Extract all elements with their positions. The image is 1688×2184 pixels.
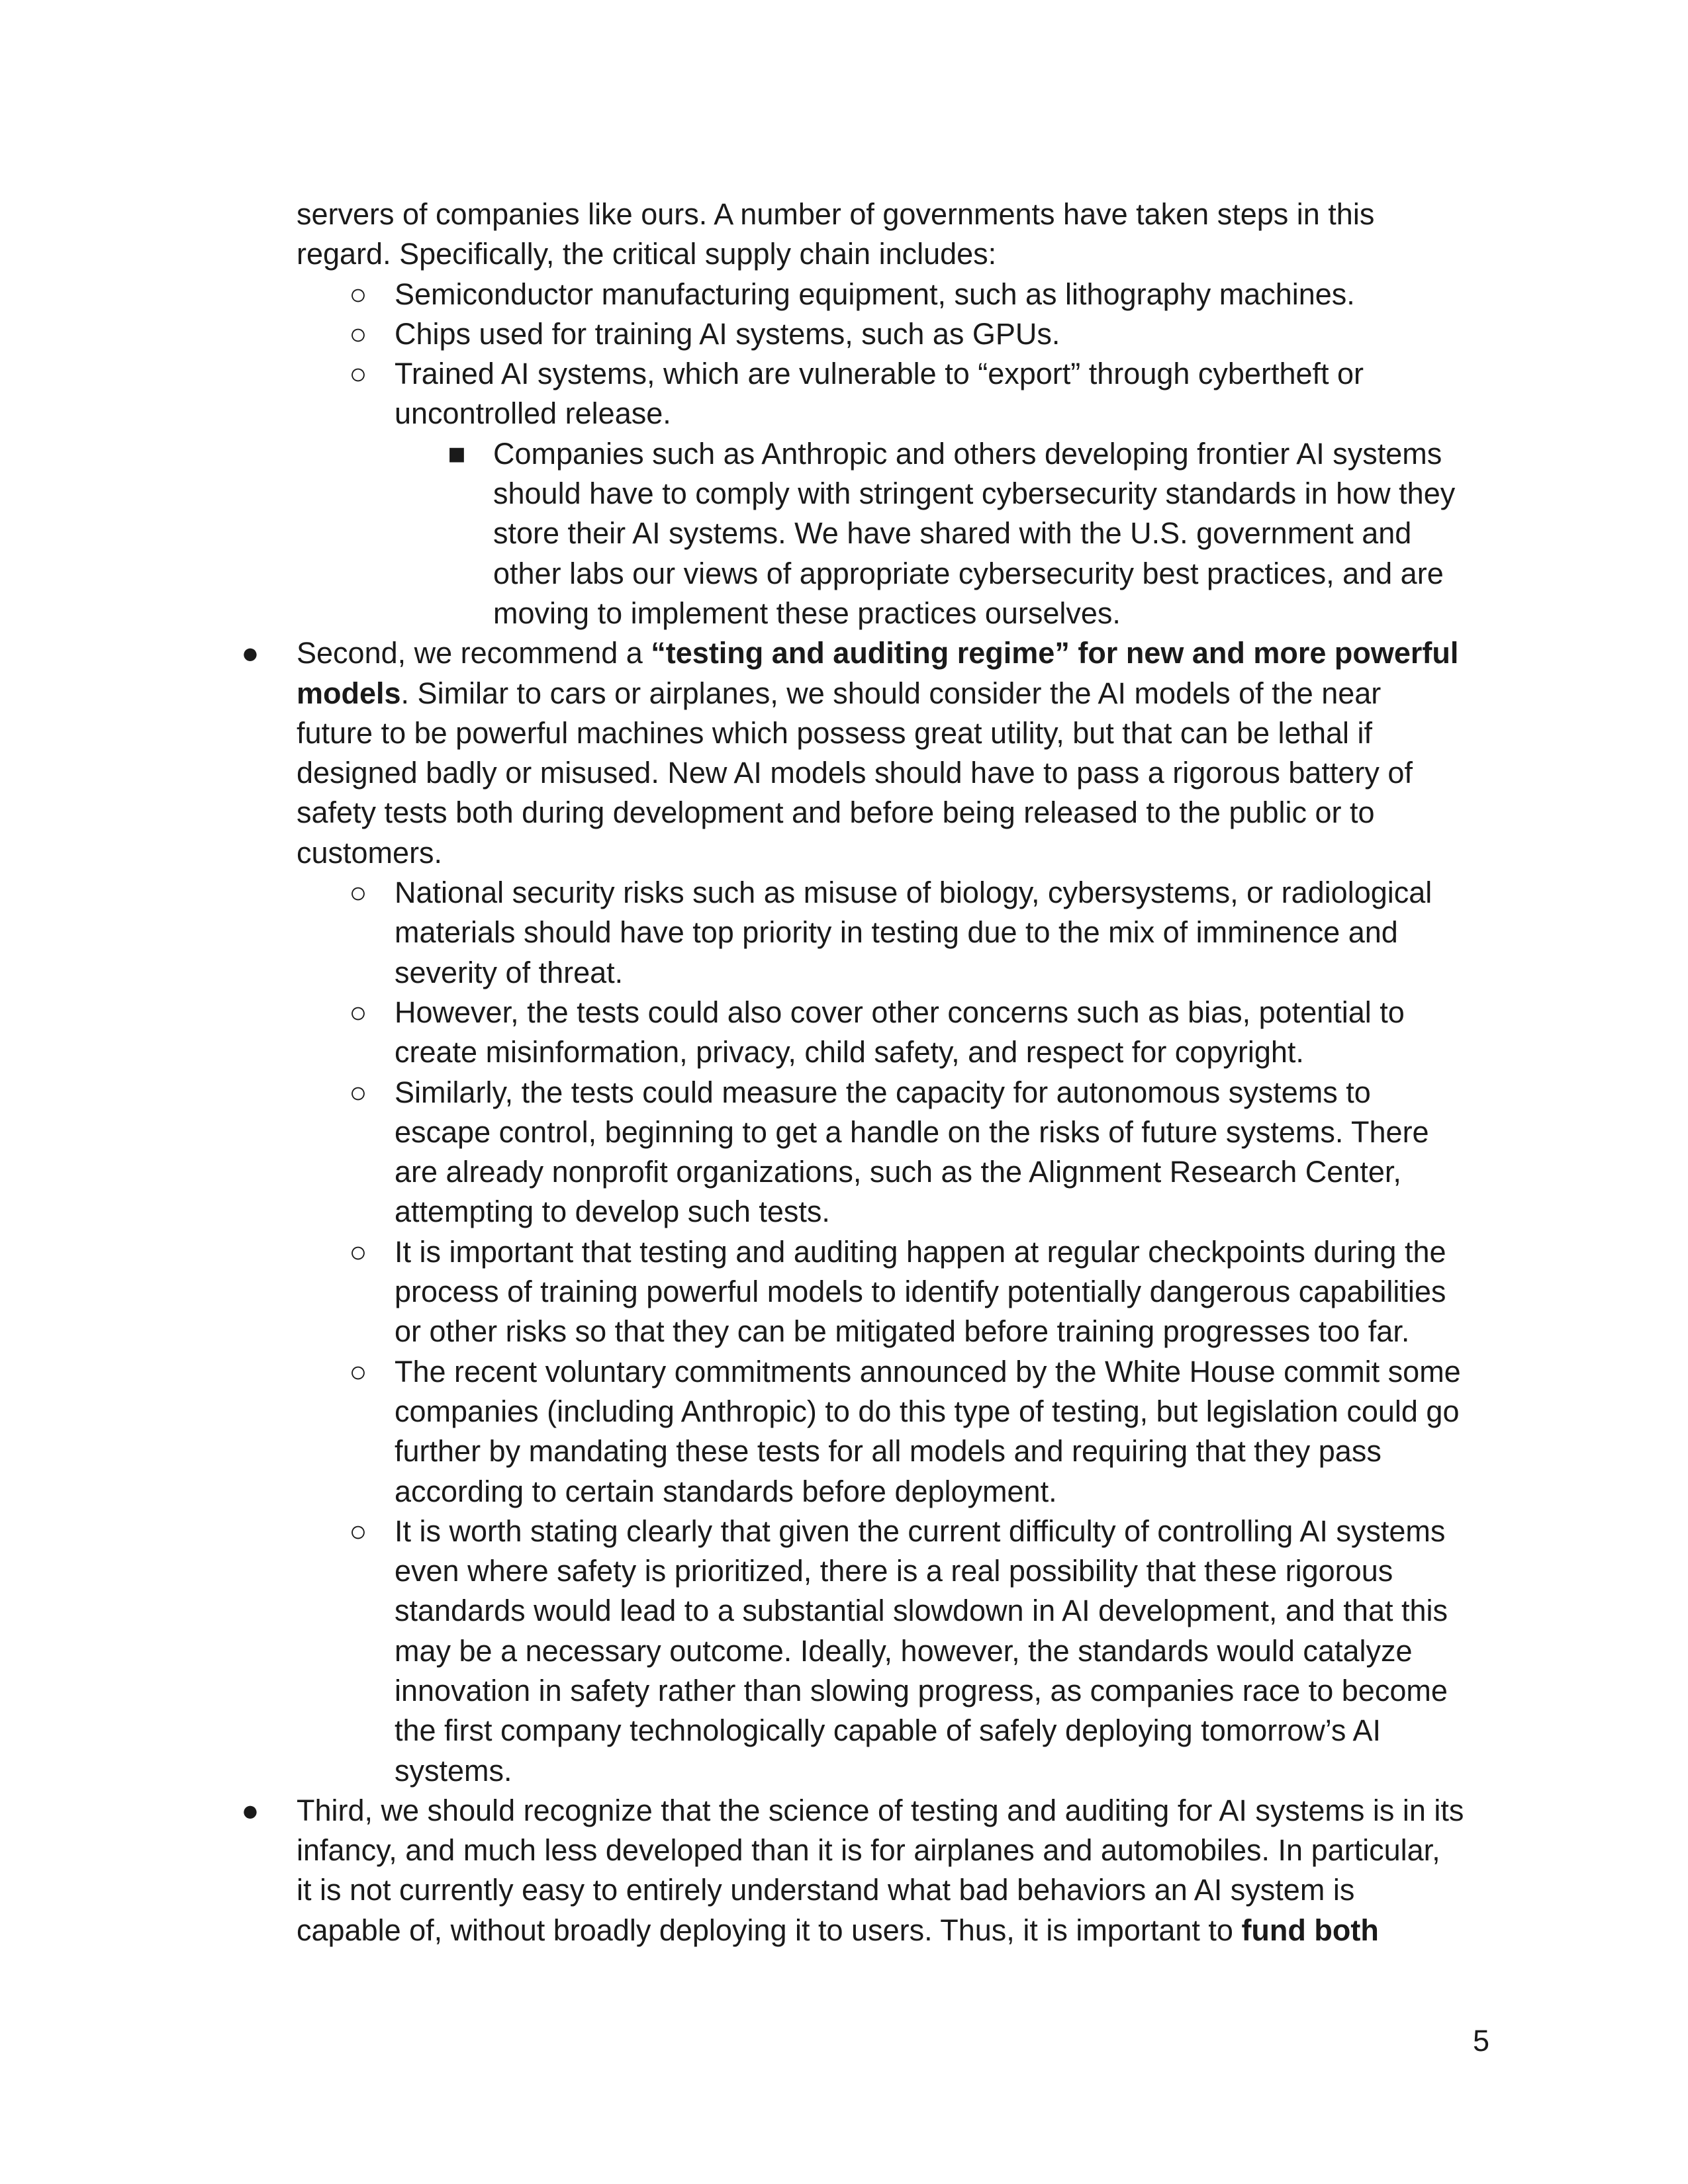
list-item xyxy=(297,1512,1488,1791)
text-line: attempting to develop such tests. xyxy=(395,1195,830,1229)
hollow-bullet-icon: ○ xyxy=(349,277,367,311)
text-line: create misinformation, privacy, child safety, and respect for copyright. xyxy=(395,1035,1304,1069)
text-line: Companies such as Anthropic and others developing frontier AI systems xyxy=(493,436,1442,471)
hollow-bullet-icon: ○ xyxy=(349,1234,367,1269)
emphasis-text: “testing and auditing regime” for new and more powerful xyxy=(651,636,1459,670)
text-line: severity of threat. xyxy=(395,955,624,989)
text-line: it is not currently easy to entirely understand what bad behaviors an AI system is xyxy=(297,1873,1355,1907)
list-item xyxy=(297,873,1488,993)
text-line: store their AI systems. We have shared with the U.S. government and xyxy=(493,516,1412,551)
text-line: infancy, and much less developed than it is for airplanes and automobiles. In particular, xyxy=(297,1833,1440,1868)
intro-paragraph xyxy=(297,195,1488,275)
text-line: regard. Specifically, the critical supply chain includes: xyxy=(297,237,997,271)
emphasis-text: models xyxy=(297,676,401,710)
text-line: the first company technologically capable of safely deploying tomorrow’s AI xyxy=(395,1713,1381,1748)
hollow-bullet-icon: ○ xyxy=(349,995,367,1029)
list-item-second xyxy=(241,633,1488,873)
page-body xyxy=(241,195,1488,1950)
text-line: National security risks such as misuse of biology, cybersystems, or radiological xyxy=(395,876,1432,910)
text-line: should have to comply with stringent cybersecurity standards in how they xyxy=(493,477,1456,511)
text-line: Semiconductor manufacturing equipment, such as lithography machines. xyxy=(395,277,1355,311)
list-item xyxy=(297,354,1488,434)
page-number: 5 xyxy=(1472,2024,1489,2058)
text-line: escape control, beginning to get a handle on the risks of future systems. There xyxy=(395,1115,1429,1149)
text-line: moving to implement these practices ourselves. xyxy=(493,596,1121,630)
text-line xyxy=(297,1911,1488,1950)
hollow-bullet-icon: ○ xyxy=(349,357,367,391)
hollow-bullet-icon: ○ xyxy=(349,1075,367,1109)
list-item xyxy=(297,993,1488,1073)
text-line: further by mandating these tests for all models and requiring that they pass xyxy=(395,1434,1382,1469)
list-item xyxy=(297,1352,1488,1512)
text-line xyxy=(297,674,1488,713)
text-run: capable of, without broadly deploying it to users. Thus, it is important to xyxy=(297,1913,1242,1947)
text-line: materials should have top priority in testing due to the mix of imminence and xyxy=(395,915,1398,950)
hollow-bullet-icon: ○ xyxy=(349,1514,367,1548)
list-item xyxy=(297,314,1488,354)
list-item xyxy=(297,275,1488,314)
text-run: Second, we recommend a xyxy=(297,636,651,670)
hollow-bullet-icon: ○ xyxy=(349,1354,367,1388)
text-line: designed badly or misused. New AI models should have to pass a rigorous battery of xyxy=(297,756,1413,790)
text-line: servers of companies like ours. A number of governments have taken steps in this xyxy=(297,197,1375,231)
text-line: customers. xyxy=(297,835,443,870)
text-line xyxy=(297,633,1488,673)
text-line: systems. xyxy=(395,1753,512,1788)
text-run: . Similar to cars or airplanes, we should consider the AI models of the near xyxy=(400,676,1382,710)
text-line: standards would lead to a substantial slowdown in AI development, and that this xyxy=(395,1594,1448,1628)
text-line: Third, we should recognize that the science of testing and auditing for AI systems is in its xyxy=(297,1793,1464,1827)
hollow-bullet-icon: ○ xyxy=(349,316,367,351)
hollow-bullet-icon: ○ xyxy=(349,876,367,910)
list-item xyxy=(297,434,1488,633)
text-line: Trained AI systems, which are vulnerable to “export” through cybertheft or xyxy=(395,357,1364,391)
text-line: Chips used for training AI systems, such as GPUs. xyxy=(395,316,1060,351)
list-item xyxy=(297,1073,1488,1232)
square-bullet-icon: ■ xyxy=(447,436,466,471)
text-line: innovation in safety rather than slowing progress, as companies race to become xyxy=(395,1673,1448,1707)
text-line: Similarly, the tests could measure the capacity for autonomous systems to xyxy=(395,1075,1371,1109)
text-line: safety tests both during development and before being released to the public or to xyxy=(297,796,1375,830)
text-line: even where safety is prioritized, there is a real possibility that these rigorous xyxy=(395,1554,1393,1588)
list-item-third xyxy=(241,1791,1488,1950)
text-line: or other risks so that they can be mitigated before training progresses too far. xyxy=(395,1314,1410,1349)
text-line: future to be powerful machines which possess great utility, but that can be lethal if xyxy=(297,715,1373,750)
solid-bullet-icon: ● xyxy=(241,1793,259,1827)
text-line: process of training powerful models to identify potentially dangerous capabilities xyxy=(395,1275,1446,1309)
text-line: according to certain standards before deployment. xyxy=(395,1474,1057,1508)
text-line: It is important that testing and auditing happen at regular checkpoints during the xyxy=(395,1234,1446,1269)
text-line: may be a necessary outcome. Ideally, however, the standards would catalyze xyxy=(395,1633,1413,1668)
text-line: The recent voluntary commitments announced by the White House commit some xyxy=(395,1354,1461,1388)
emphasis-text: fund both xyxy=(1241,1913,1379,1947)
text-line: However, the tests could also cover other concerns such as bias, potential to xyxy=(395,995,1405,1029)
text-line: are already nonprofit organizations, such as the Alignment Research Center, xyxy=(395,1155,1401,1189)
text-line: uncontrolled release. xyxy=(395,396,671,431)
list-item xyxy=(297,1232,1488,1352)
text-line: It is worth stating clearly that given the current difficulty of controlling AI systems xyxy=(395,1514,1446,1548)
text-line: companies (including Anthropic) to do this type of testing, but legislation could go xyxy=(395,1394,1460,1428)
text-line: other labs our views of appropriate cybersecurity best practices, and are xyxy=(493,556,1444,590)
solid-bullet-icon: ● xyxy=(241,636,259,670)
